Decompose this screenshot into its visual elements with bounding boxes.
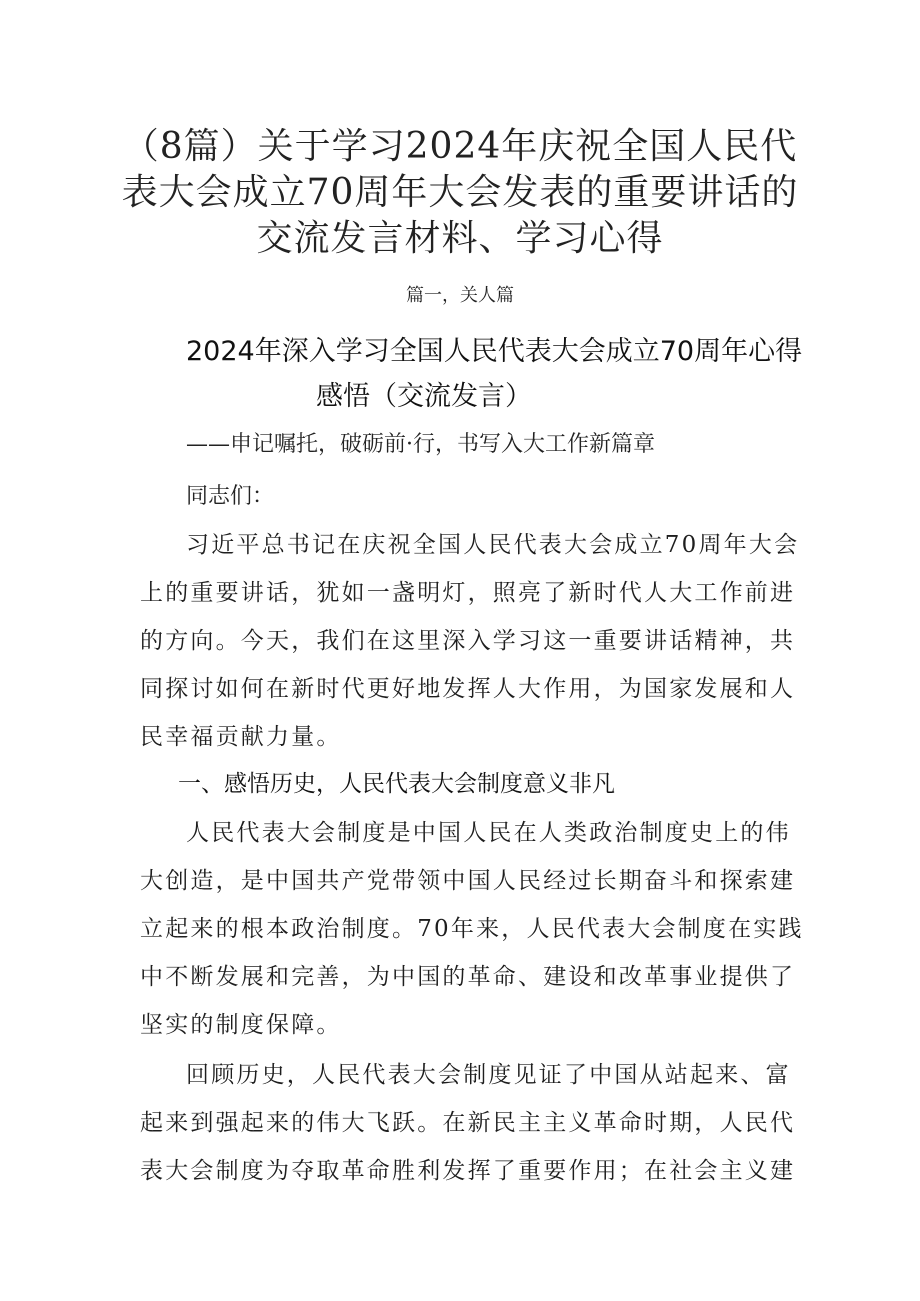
paragraph-line: 人民代表大会制度是中国人民在人类政治制度史上的伟	[186, 820, 791, 846]
paragraph-line: 起来到强起来的伟大飞跃。在新民主主义革命时期，人民代	[140, 1110, 796, 1136]
paragraph-line: 坚实的制度保障。	[140, 1012, 342, 1038]
paragraph-line: 表大会制度为夺取革命胜利发挥了重要作用；在社会主义建	[140, 1158, 796, 1184]
paragraph-line: 回顾历史，人民代表大会制度见证了中国从站起来、富	[186, 1062, 791, 1088]
paragraph-line: 上的重要讲话，犹如一盏明灯，照亮了新时代人大工作前进	[140, 580, 796, 606]
article-title-line: 感悟（交流发言）	[316, 381, 532, 412]
title-line: 表大会成立70周年大会发表的重要讲话的	[121, 172, 799, 214]
section-label: 篇一，关人篇	[406, 285, 514, 306]
article-title-line: 2024年深入学习全国人民代表大会成立70周年心得	[186, 336, 803, 367]
article-subtitle: ——申记嘱托，破砺前·行，书写入大工作新篇章	[186, 432, 655, 457]
paragraph-line: 习近平总书记在庆祝全国人民代表大会成立70周年大会	[186, 532, 800, 558]
paragraph-line: 的方向。今天，我们在这里深入学习这一重要讲话精神，共	[140, 628, 796, 654]
section-heading: 一、感悟历史，人民代表大会制度意义非凡	[178, 771, 615, 797]
greeting: 同志们：	[186, 484, 275, 509]
paragraph-line: 立起来的根本政治制度。70年来，人民代表大会制度在实践	[140, 916, 804, 942]
title-line: 交流发言材料、学习心得	[256, 218, 664, 260]
paragraph-line: 中不断发展和完善，为中国的革命、建设和改革事业提供了	[140, 964, 796, 990]
title-line: （8篇）关于学习2024年庆祝全国人民代	[122, 126, 798, 168]
document-title	[120, 124, 800, 262]
paragraph-line: 大创造，是中国共产党带领中国人民经过长期奋斗和探索建	[140, 868, 796, 894]
paragraph-line: 民幸福贡献力量。	[140, 724, 342, 750]
paragraph-line: 同探讨如何在新时代更好地发挥人大作用，为国家发展和人	[140, 676, 796, 702]
